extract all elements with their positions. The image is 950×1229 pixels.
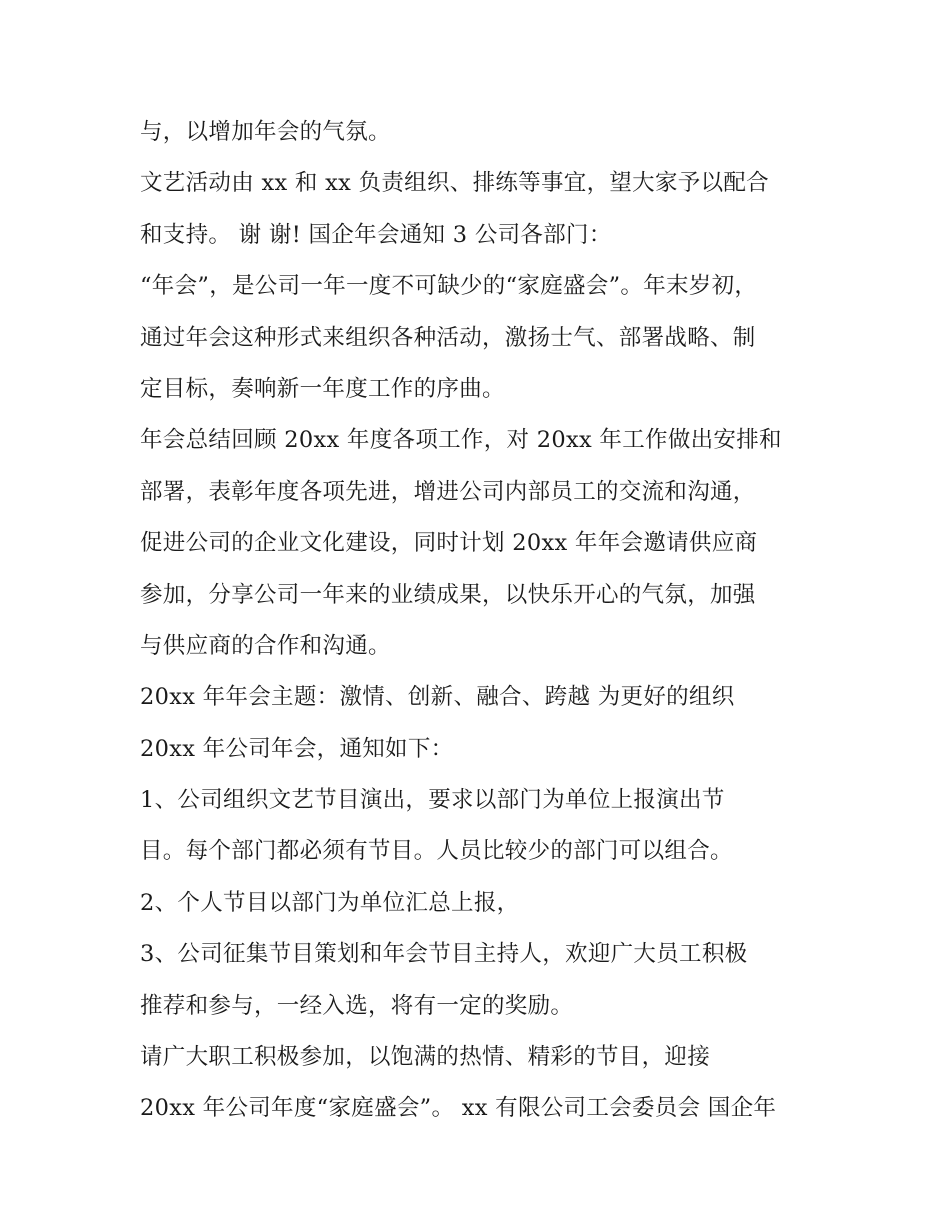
document-body [140,107,830,1135]
text-line: 目。每个部门都必须有节目。人员比较少的部门可以组合。 [140,838,733,865]
text-line: 文艺活动由 xx 和 xx 负责组织、排练等事宜，望大家予以配合 [140,170,769,197]
text-line: 2、个人节目以部门为单位汇总上报， [140,889,520,916]
text-line: 推荐和参与，一经入选，将有一定的奖励。 [140,992,574,1019]
text-line: “年会”，是公司一年一度不可缺少的“家庭盛会”。年末岁初， [140,273,758,300]
text-line: 参加，分享公司一年来的业绩成果，以快乐开心的气氛，加强 [140,581,756,608]
text-line: 部署，表彰年度各项先进，增进公司内部员工的交流和沟通， [140,478,756,505]
text-line: 1、公司组织文艺节目演出，要求以部门为单位上报演出节 [140,787,725,814]
text-line: 请广大职工积极参加，以饱满的热情、精彩的节目，迎接 [140,1044,711,1071]
text-line: 和支持。 谢 谢! 国企年会通知 3 公司各部门： [140,221,612,248]
text-line: 20xx 年公司年度“家庭盛会”。 xx 有限公司工会委员会 国企年 [140,1095,777,1122]
text-line: 定目标，奏响新一年度工作的序曲。 [140,375,505,402]
text-line: 与，以增加年会的气氛。 [140,119,391,145]
text-line: 通过年会这种形式来组织各种活动，激扬士气、部署战略、制 [140,324,756,351]
text-line: 3、公司征集节目策划和年会节目主持人，欢迎广大员工积极 [140,941,748,968]
text-line: 20xx 年年会主题：激情、创新、融合、跨越 为更好的组织 [140,684,735,711]
text-line: 与供应商的合作和沟通。 [140,632,391,659]
text-line: 20xx 年公司年会，通知如下： [140,735,454,762]
text-line: 促进公司的企业文化建设，同时计划 20xx 年年会邀请供应商 [140,530,758,557]
text-line: 年会总结回顾 20xx 年度各项工作，对 20xx 年工作做出安排和 [140,427,782,454]
